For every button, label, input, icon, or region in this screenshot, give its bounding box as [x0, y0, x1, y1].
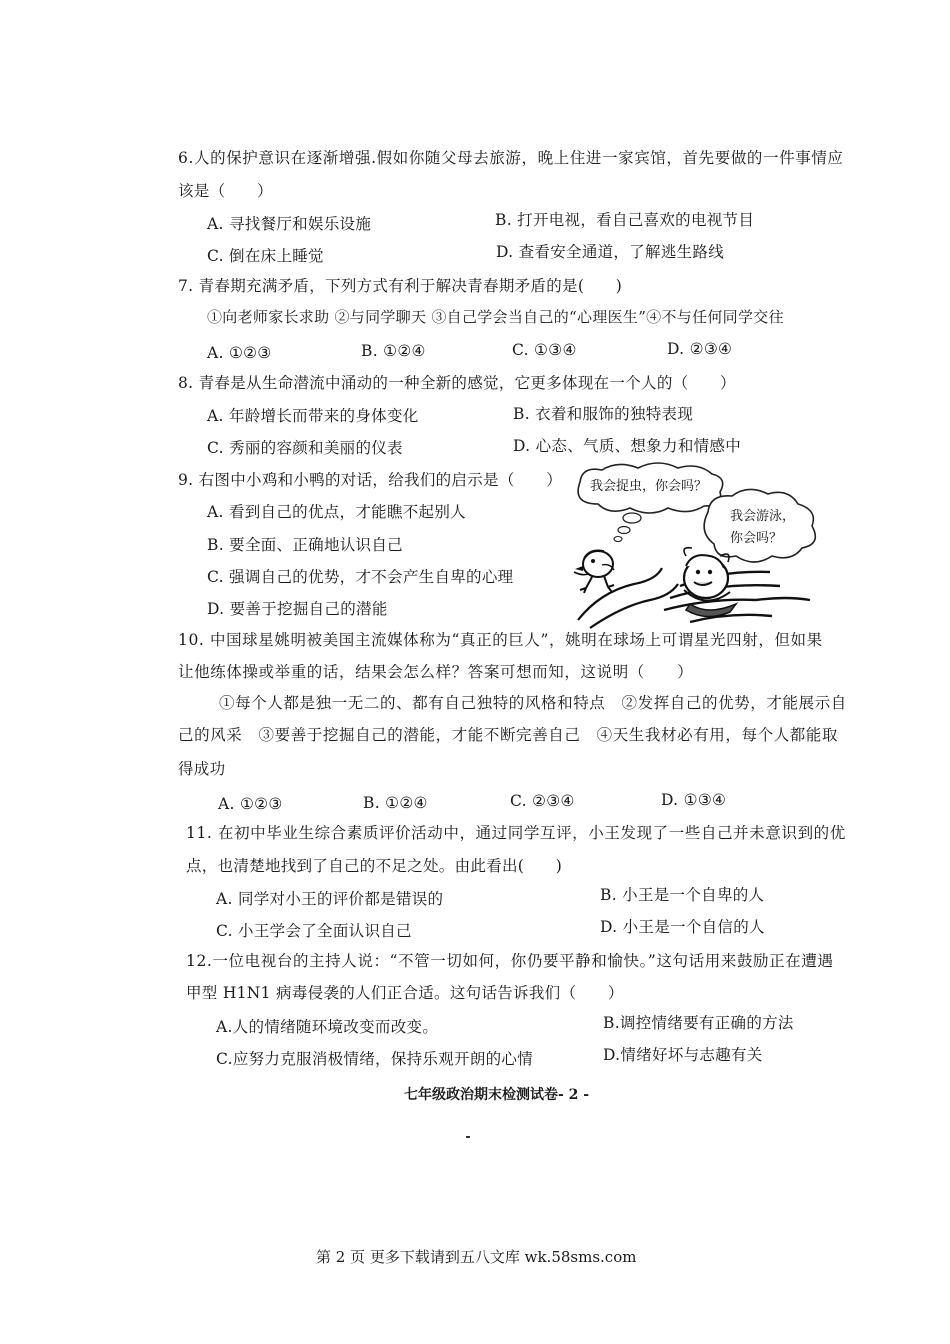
chick-duck-illustration [560, 460, 850, 630]
thought-dot [614, 537, 622, 542]
q10-items-line1: ①每个人都是独一无二的、都有自己独特的风格和特点 ②发挥自己的优势，才能展示自 [219, 694, 847, 712]
website-footer: 第 2 页 更多下载请到五八文库 wk.58sms.com [316, 1248, 637, 1266]
q7-stem: 7. 青春期充满矛盾，下列方式有利于解决青春期矛盾的是( ) [178, 277, 623, 295]
q6-stem-line2: 该是（ ） [178, 182, 273, 200]
q9-option-b: B. 要全面、正确地认识自己 [207, 536, 403, 554]
q8-option-c: C. 秀丽的容颜和美丽的仪表 [207, 439, 403, 457]
duck-thought-bubble [704, 489, 815, 562]
duck-bubble-line2: 你会吗？ [730, 531, 783, 546]
chick-figure [574, 550, 614, 593]
q6-option-a: A. 寻找餐厅和娱乐设施 [207, 215, 372, 233]
q12-option-c: C.应努力克服消极情绪，保持乐观开朗的心情 [216, 1050, 534, 1068]
q11-option-c: C. 小王学会了全面认识自己 [216, 922, 412, 940]
q9-option-a: A. 看到自己的优点，才能瞧不起别人 [207, 503, 466, 521]
exam-page-footer: 七年级政治期末检测试卷- 2 - [404, 1087, 590, 1103]
q10-stem-line2: 让他练体操或举重的话，结果会怎么样？答案可想而知，这说明（ ） [178, 663, 694, 681]
q8-option-d: D. 心态、气质、想象力和情感中 [513, 437, 742, 455]
q9-stem: 9. 右图中小鸡和小鸭的对话，给我们的启示是（ ） [178, 471, 563, 489]
q8-option-b: B. 衣着和服饰的独特表现 [513, 405, 694, 423]
q10-option-c: C. ②③④ [510, 792, 575, 810]
q10-option-b: B. ①②④ [363, 794, 428, 812]
q10-option-d: D. ①③④ [661, 791, 727, 809]
q12-stem-line2: 甲型 H1N1 病毒侵袭的人们正合适。这句话告诉我们（ ） [186, 984, 624, 1002]
q9-option-d: D. 要善于挖掘自己的潜能 [207, 600, 388, 618]
q7-option-a: A. ①②③ [207, 344, 272, 362]
q12-option-d: D.情绪好坏与志趣有关 [603, 1046, 763, 1064]
q10-items-line2: 己的风采 ③要善于挖掘自己的潜能，才能不断完善自己 ④天生我材必有用，每个人都能取 [178, 726, 839, 744]
q7-option-c: C. ①③④ [512, 341, 577, 359]
duck-figure [684, 548, 736, 617]
chick-bubble-text: 我会捉虫，你会吗？ [590, 479, 708, 494]
scan-speck [466, 1136, 470, 1138]
q6-option-c: C. 倒在床上睡觉 [207, 247, 324, 265]
q7-option-b: B. ①②④ [361, 342, 426, 360]
q8-stem: 8. 青春是从生命潜流中涌动的一种全新的感觉，它更多体现在一个人的（ ） [178, 374, 736, 392]
q9-option-c: C. 强调自己的优势，才不会产生自卑的心理 [207, 568, 514, 586]
q11-stem-line2: 点，也清楚地找到了自己的不足之处。由此看出( ) [186, 857, 563, 875]
q12-stem-line1: 12.一位电视台的主持人说：“不管一切如何，你仍要平静和愉快。”这句话用来鼓励正在遭遇 [186, 952, 834, 970]
q8-option-a: A. 年龄增长而带来的身体变化 [207, 407, 419, 425]
q7-items: ①向老师家长求助 ②与同学聊天 ③自己学会当自己的“心理医生”④不与任何同学交往 [207, 308, 784, 326]
thought-dot [618, 527, 630, 534]
q6-option-b: B. 打开电视，看自己喜欢的电视节目 [495, 211, 755, 229]
q10-option-a: A. ①②③ [218, 795, 283, 813]
q11-stem-line1: 11. 在初中毕业生综合素质评价活动中，通过同学互评，小王发现了一些自己并未意识到的优 [186, 824, 846, 842]
q10-items-line3: 得成功 [178, 760, 226, 778]
q11-option-d: D. 小王是一个自信的人 [600, 918, 765, 936]
q10-stem-line1: 10. 中国球星姚明被美国主流媒体称为“真正的巨人”，姚明在球场上可谓星光四射，但如果 [178, 631, 823, 649]
thought-dot [623, 513, 641, 523]
q7-option-d: D. ②③④ [667, 340, 733, 358]
q6-option-d: D. 查看安全通道，了解逃生路线 [496, 243, 725, 261]
q11-option-b: B. 小王是一个自卑的人 [600, 886, 765, 904]
q11-option-a: A. 同学对小王的评价都是错误的 [216, 890, 444, 908]
q12-option-a: A.人的情绪随环境改变而改变。 [216, 1018, 439, 1036]
q6-stem-line1: 6.人的保护意识在逐渐增强.假如你随父母去旅游，晚上住进一家宾馆，首先要做的一件事情应 [178, 149, 844, 167]
duck-bubble-line1: 我会游泳， [730, 509, 796, 524]
q12-option-b: B.调控情绪要有正确的方法 [603, 1014, 794, 1032]
